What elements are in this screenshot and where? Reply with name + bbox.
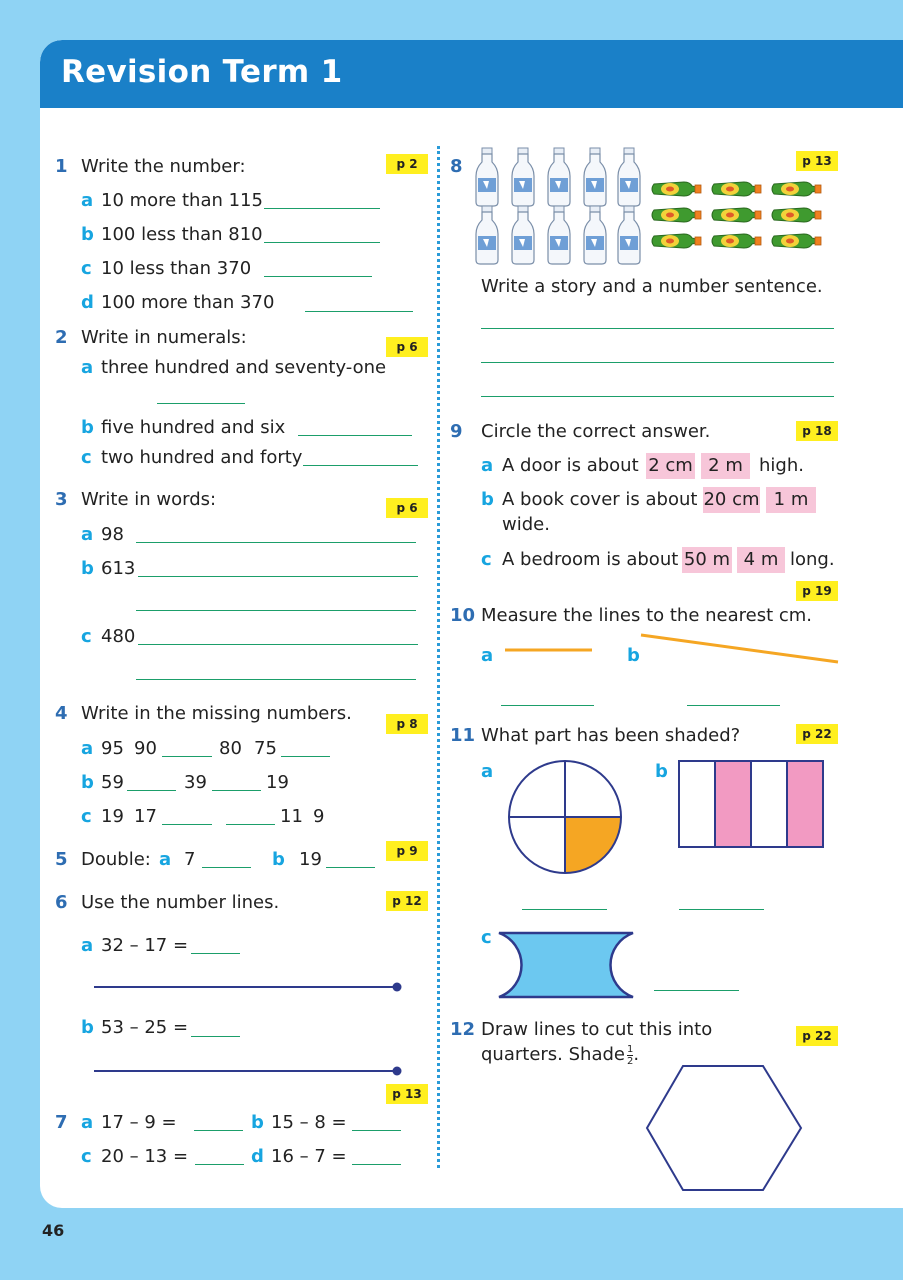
q2b-answer-line[interactable]	[298, 435, 412, 436]
q12-number: 12	[450, 1019, 476, 1040]
q4c-n3: 11	[280, 806, 303, 827]
q7c-blank[interactable]	[195, 1164, 244, 1165]
q5a-letter: a	[159, 849, 172, 870]
q9a-tail: high.	[759, 455, 804, 476]
q8-prompt: Write a story and a number sentence.	[481, 276, 823, 297]
q8-number: 8	[450, 156, 463, 177]
q8-page-ref: p 13	[796, 151, 838, 171]
q7b-blank[interactable]	[352, 1130, 401, 1131]
q1-page-ref: p 2	[386, 154, 428, 174]
drink-bottle-icon	[712, 208, 761, 222]
q1a-text: 10 more than 115	[101, 190, 263, 211]
q12-line-2-text: quarters. Shade	[481, 1044, 625, 1065]
q12-line-1: Draw lines to cut this into	[481, 1019, 713, 1040]
q10b-letter: b	[627, 645, 640, 666]
q12-full-stop: .	[633, 1044, 640, 1065]
q5-prompt: Double:	[81, 849, 151, 870]
q11b-letter: b	[655, 761, 668, 782]
q7d-text: 16 – 7 =	[271, 1146, 347, 1167]
drink-bottle-icon	[652, 234, 701, 248]
q8-answer-line-1[interactable]	[481, 328, 834, 329]
milk-bottle-icon	[618, 148, 640, 206]
q7b-letter: b	[251, 1112, 264, 1133]
q4c-letter: c	[81, 806, 92, 827]
q2b-letter: b	[81, 417, 94, 438]
drink-bottle-icon	[652, 182, 701, 196]
q2-number: 2	[55, 327, 68, 348]
q4c-blank-2[interactable]	[226, 824, 275, 825]
q5-number: 5	[55, 849, 68, 870]
q6b-text: 53 – 25 =	[101, 1017, 189, 1038]
q9c-letter: c	[481, 549, 492, 570]
q9b-option-1[interactable]: 20 cm	[703, 487, 760, 513]
milk-bottles-picture	[470, 146, 645, 266]
q1d-letter: d	[81, 292, 94, 313]
q1a-answer-line[interactable]	[264, 208, 380, 209]
page-number: 46	[42, 1221, 65, 1240]
q9a-letter: a	[481, 455, 494, 476]
q11-number: 11	[450, 725, 476, 746]
q11-prompt: What part has been shaded?	[481, 725, 741, 746]
q6a-blank[interactable]	[191, 953, 240, 954]
drink-bottles-picture	[648, 178, 828, 258]
q1d-text: 100 more than 370	[101, 292, 275, 313]
q11c-shape	[495, 930, 640, 1002]
q5b-blank[interactable]	[326, 867, 375, 868]
q5-page-ref: p 9	[386, 841, 428, 861]
q11b-answer-line[interactable]	[679, 909, 764, 910]
q11a-answer-line[interactable]	[522, 909, 607, 910]
q7b-text: 15 – 8 =	[271, 1112, 347, 1133]
q9a-option-2[interactable]: 2 m	[701, 453, 750, 479]
q3a-letter: a	[81, 524, 94, 545]
q6b-blank[interactable]	[191, 1036, 240, 1037]
q1b-answer-line[interactable]	[264, 242, 380, 243]
q4a-n1: 95	[101, 738, 124, 759]
q4-page-ref: p 8	[386, 714, 428, 734]
q3a-text: 98	[101, 524, 124, 545]
q7c-text: 20 – 13 =	[101, 1146, 189, 1167]
q12-hexagon[interactable]	[645, 1064, 803, 1194]
q10-number: 10	[450, 605, 476, 626]
q3-number: 3	[55, 489, 68, 510]
q3-page-ref: p 6	[386, 498, 428, 518]
q10b-line	[641, 633, 841, 665]
q4a-n2: 90	[134, 738, 157, 759]
q12-line-2	[481, 1044, 639, 1066]
q1b-text: 100 less than 810	[101, 224, 263, 245]
fraction-numerator: 1	[626, 1043, 634, 1055]
q7a-text: 17 – 9 =	[101, 1112, 177, 1133]
q4c-n2: 17	[134, 806, 157, 827]
q4b-n2: 39	[184, 772, 207, 793]
q1a-letter: a	[81, 190, 94, 211]
drink-bottle-icon	[712, 182, 761, 196]
q3c-letter: c	[81, 626, 92, 647]
q2a-letter: a	[81, 357, 94, 378]
q10b-answer-line[interactable]	[687, 705, 780, 706]
q2a-text: three hundred and seventy-one	[101, 357, 387, 378]
q8-answer-line-2[interactable]	[481, 362, 834, 363]
q4a-n4: 75	[254, 738, 277, 759]
q5a-value: 7	[184, 849, 196, 870]
q4-number: 4	[55, 703, 68, 724]
q11-page-ref: p 22	[796, 724, 838, 744]
q9b-letter: b	[481, 489, 494, 510]
q2c-letter: c	[81, 447, 92, 468]
drink-bottle-icon	[652, 208, 701, 222]
q9b-text: A book cover is about	[502, 489, 698, 510]
milk-bottle-icon	[512, 148, 534, 206]
q3b-answer-line-1[interactable]	[138, 576, 418, 577]
drink-bottle-icon	[772, 182, 821, 196]
drink-bottle-icon	[712, 234, 761, 248]
q11c-answer-line[interactable]	[654, 990, 739, 991]
q4b-blank-2[interactable]	[212, 790, 261, 791]
column-divider	[437, 146, 440, 1168]
q3c-answer-line-2[interactable]	[136, 679, 416, 680]
q3b-text: 613	[101, 558, 136, 579]
q1c-text: 10 less than 370	[101, 258, 252, 279]
q4a-letter: a	[81, 738, 94, 759]
drink-bottle-icon	[772, 208, 821, 222]
q1-number: 1	[55, 156, 68, 177]
q4b-n1: 59	[101, 772, 124, 793]
q2-page-ref: p 6	[386, 337, 428, 357]
milk-bottle-icon	[476, 206, 498, 264]
milk-bottle-icon	[476, 148, 498, 206]
q1c-letter: c	[81, 258, 92, 279]
q7a-letter: a	[81, 1112, 94, 1133]
q11a-letter: a	[481, 761, 494, 782]
q2a-answer-line[interactable]	[157, 403, 245, 404]
q2c-answer-line[interactable]	[303, 465, 418, 466]
q1d-answer-line[interactable]	[305, 311, 413, 312]
q4b-n3: 19	[266, 772, 289, 793]
q9c-option-2[interactable]: 4 m	[737, 547, 785, 573]
q1b-letter: b	[81, 224, 94, 245]
q6a-number-line[interactable]	[94, 981, 404, 993]
title-banner	[40, 40, 903, 108]
q7c-letter: c	[81, 1146, 92, 1167]
q2b-text: five hundred and six	[101, 417, 286, 438]
q9-prompt: Circle the correct answer.	[481, 421, 711, 442]
page-title: Revision Term 1	[61, 54, 343, 90]
milk-bottle-icon	[548, 148, 570, 206]
q10a-letter: a	[481, 645, 494, 666]
q3b-letter: b	[81, 558, 94, 579]
q11a-circle	[508, 760, 624, 876]
q4c-blank[interactable]	[162, 824, 212, 825]
q9b-option-2[interactable]: 1 m	[766, 487, 816, 513]
q7d-letter: d	[251, 1146, 264, 1167]
q7-page-ref: p 13	[386, 1084, 428, 1104]
q12-page-ref: p 22	[796, 1026, 838, 1046]
q6-page-ref: p 12	[386, 891, 428, 911]
q1c-answer-line[interactable]	[264, 276, 372, 277]
q4a-n3: 80	[219, 738, 242, 759]
q3c-text: 480	[101, 626, 136, 647]
q4-prompt: Write in the missing numbers.	[81, 703, 352, 724]
q6a-text: 32 – 17 =	[101, 935, 189, 956]
q4a-blank[interactable]	[162, 756, 212, 757]
q4a-blank-2[interactable]	[281, 756, 330, 757]
q5a-blank[interactable]	[202, 867, 251, 868]
q3c-answer-line-1[interactable]	[138, 644, 418, 645]
drink-bottle-icon	[772, 234, 821, 248]
q10a-line	[505, 646, 595, 654]
q9b-tail: wide.	[502, 514, 550, 535]
q9-page-ref: p 18	[796, 421, 838, 441]
q6a-letter: a	[81, 935, 94, 956]
q3-prompt: Write in words:	[81, 489, 217, 510]
milk-bottle-icon	[548, 206, 570, 264]
q3a-answer-line[interactable]	[136, 542, 416, 543]
q9a-text: A door is about	[502, 455, 639, 476]
q9c-option-1[interactable]: 50 m	[682, 547, 732, 573]
q2c-text: two hundred and forty	[101, 447, 303, 468]
q2-prompt: Write in numerals:	[81, 327, 247, 348]
milk-bottle-icon	[584, 148, 606, 206]
q9-number: 9	[450, 421, 463, 442]
q4c-n1: 19	[101, 806, 124, 827]
q6b-letter: b	[81, 1017, 94, 1038]
q5b-value: 19	[299, 849, 322, 870]
q10-page-ref: p 19	[796, 581, 838, 601]
q1-prompt: Write the number:	[81, 156, 246, 177]
q6-prompt: Use the number lines.	[81, 892, 280, 913]
milk-bottle-icon	[584, 206, 606, 264]
q9c-tail: long.	[790, 549, 835, 570]
milk-bottle-icon	[618, 206, 640, 264]
q6-number: 6	[55, 892, 68, 913]
q5b-letter: b	[272, 849, 285, 870]
q10a-answer-line[interactable]	[501, 705, 594, 706]
q10-prompt: Measure the lines to the nearest cm.	[481, 605, 813, 626]
q4b-blank[interactable]	[127, 790, 176, 791]
q9a-option-1[interactable]: 2 cm	[646, 453, 695, 479]
q9c-text: A bedroom is about	[502, 549, 679, 570]
fraction-denominator: 2	[626, 1055, 634, 1067]
q4b-letter: b	[81, 772, 94, 793]
q6b-number-line[interactable]	[94, 1065, 404, 1077]
q4c-n4: 9	[313, 806, 325, 827]
q11b-rectangle	[678, 760, 826, 850]
q11c-letter: c	[481, 927, 492, 948]
q8-answer-line-3[interactable]	[481, 396, 834, 397]
milk-bottle-icon	[512, 206, 534, 264]
q7d-blank[interactable]	[352, 1164, 401, 1165]
q7a-blank[interactable]	[194, 1130, 243, 1131]
q7-number: 7	[55, 1112, 68, 1133]
q3b-answer-line-2[interactable]	[136, 610, 416, 611]
